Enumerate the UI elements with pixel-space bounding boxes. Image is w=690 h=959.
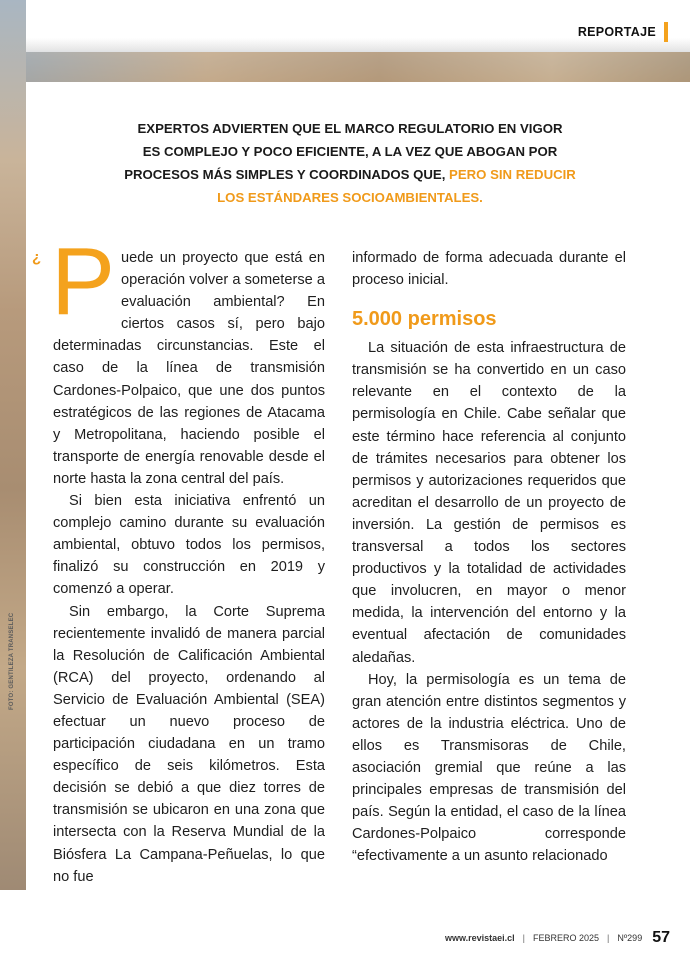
issue-number: Nº299 bbox=[617, 933, 643, 943]
article-column-left bbox=[51, 228, 325, 888]
section-accent-bar bbox=[664, 22, 668, 42]
article-paragraph: Sin embargo, la Corte Suprema recientemente invalidó de manera parcial la Resolución de Calificación Ambiental (RCA) del proyecto, ordenando al Servicio de Evaluación Ambiental (SEA) efectuar un nuevo proceso de participación ciudadana en un tramo específico de seis kilómetros. Esta decisión se debió a que diez torres de transmisión se ubicaron en una zona que intersecta con la Reserva Mundial de la Biósfera La Campana-Peñuelas, lo que no fue bbox=[53, 603, 325, 885]
article-paragraph: Puede un proyecto que está en operación volver a someterse a evaluación ambiental? En ciertos casos sí, pero bajo determinadas circunstancias. Este el caso de la línea de transmisión Cardones-Polpaico, que une dos puntos estratégicos de las regiones de Atacama y Metropolitana, haciendo posible el transporte de energía renovable desde el norte hasta la zona central del país. bbox=[51, 228, 325, 487]
deck-line: PROCESOS MÁS SIMPLES Y COORDINADOS QUE, PERO SIN REDUCIR bbox=[124, 167, 576, 182]
drop-cap: P bbox=[51, 228, 116, 335]
section-label: REPORTAJE bbox=[577, 25, 656, 39]
opening-question-mark: ¿ bbox=[32, 249, 42, 266]
deck-line-highlight: LOS ESTÁNDARES SOCIOAMBIENTALES. bbox=[217, 190, 483, 205]
background-photo-top bbox=[0, 0, 690, 82]
footer-separator: | bbox=[607, 933, 610, 943]
deck-highlight: PERO SIN REDUCIR bbox=[449, 167, 576, 182]
page-footer bbox=[445, 929, 670, 947]
photo-credit bbox=[9, 700, 15, 710]
deck-line: ES COMPLEJO Y POCO EFICIENTE, A LA VEZ QUE ABOGAN POR bbox=[142, 144, 558, 159]
section-subheading: 5.000 permisos bbox=[352, 308, 497, 331]
article-paragraph: Hoy, la permisología es un tema de gran atención entre distintos segmentos y actores de la industria eléctrica. Uno de ellos es Transmisoras de Chile, asociación gremial que reúne a las principales empresas de transmisión del país. Según la entidad, el caso de la línea Cardones-Polpaico corresponde “efectivamente a un asunto relacionado bbox=[352, 671, 626, 865]
deck-line: EXPERTOS ADVIERTEN QUE EL MARCO REGULATORIO EN VIGOR bbox=[137, 121, 563, 136]
background-photo-strip bbox=[0, 0, 26, 890]
footer-separator: | bbox=[522, 933, 526, 943]
page-number: 57 bbox=[652, 929, 670, 946]
article-paragraph: informado de forma adecuada durante el proceso inicial. bbox=[352, 250, 626, 289]
article-column-right bbox=[352, 247, 626, 867]
article-paragraph: Si bien esta iniciativa enfrentó un complejo camino durante su evaluación ambiental, obtuvo todos los permisos, finalizó su construcción en 2019 y comenzó a operar. bbox=[53, 493, 325, 598]
issue-date: FEBRERO 2025 bbox=[533, 933, 600, 943]
website-link[interactable]: www.revistaei.cl bbox=[444, 933, 515, 943]
article-deck bbox=[80, 117, 620, 209]
article-paragraph: La situación de esta infraestructura de transmisión se ha convertido en un caso relevante en el contexto de la permisología en Chile. Cabe señalar que este término hace referencia al conjunto de trámites necesarios para obtener los permisos y autorizaciones requeridos que acreditan el desarrollo de un proyecto de inversión. La gestión de permisos es transversal a todos los sectores productivos y la totalidad de actividades que involucren, en mayor o menor medida, la intervención del entorno y la eventual afectación de comunidades aledañas. bbox=[352, 340, 626, 666]
